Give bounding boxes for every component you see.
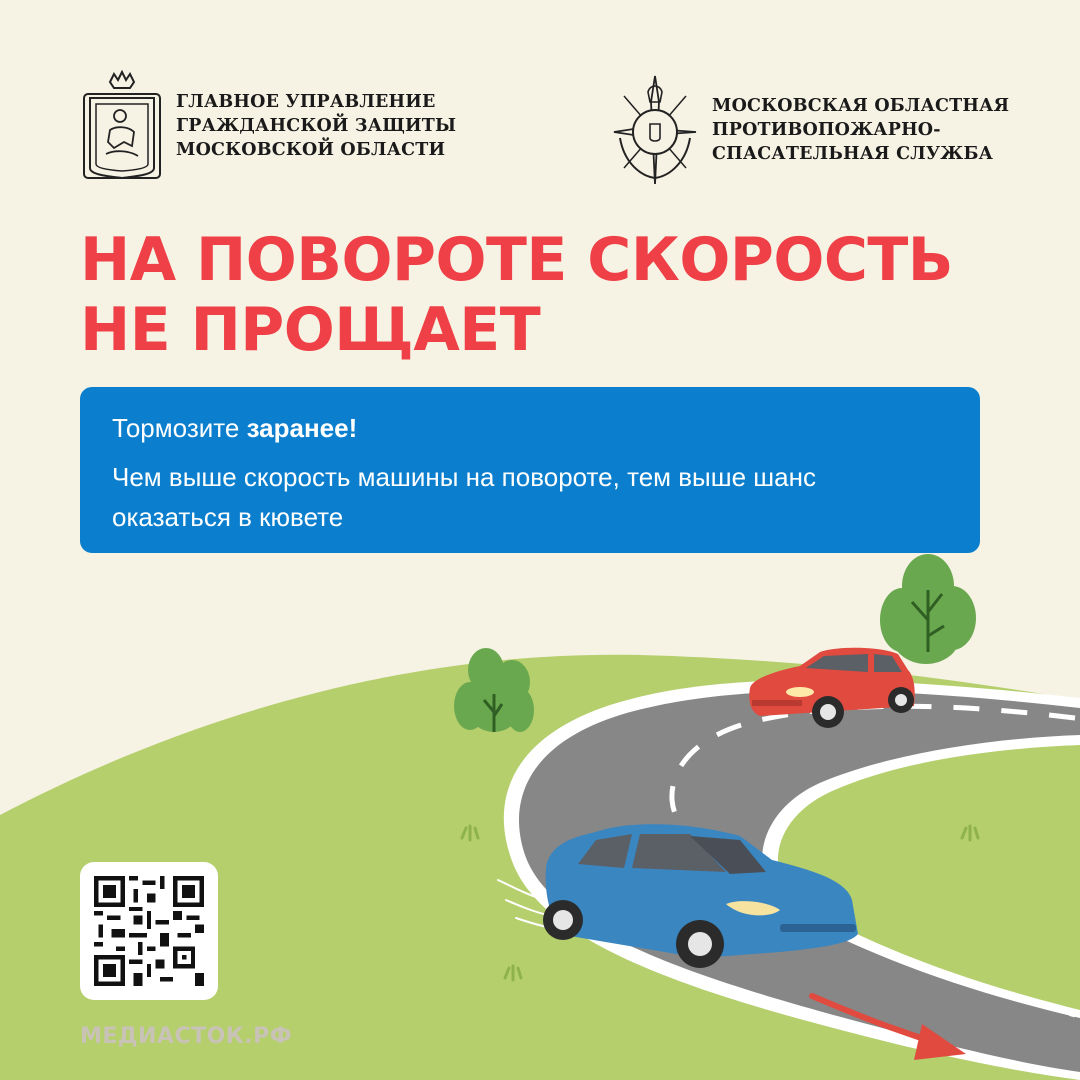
headline-line-1: НА ПОВОРОТЕ СКОРОСТЬ <box>80 225 954 295</box>
advice-lead-text: Тормозите <box>112 413 247 443</box>
org-name-line: ПРОТИВОПОЖАРНО- <box>712 120 941 140</box>
advice-box <box>80 387 980 553</box>
advice-lead <box>112 409 948 447</box>
fire-rescue-service-emblem-icon <box>610 72 700 188</box>
tree-right <box>880 554 976 664</box>
org-name-fire-rescue <box>712 94 1009 166</box>
org-name-line: МОСКОВСКОЙ ОБЛАСТИ <box>176 140 446 160</box>
website-link[interactable]: МЕДИАСТОК.РФ <box>80 1024 293 1049</box>
moscow-oblast-coat-of-arms-icon <box>80 68 164 184</box>
advice-body: Чем выше скорость машины на повороте, тем выше шанс оказаться в кювете <box>112 462 816 532</box>
org-logo-fire-rescue <box>610 72 1009 188</box>
org-name-civil-defense <box>176 90 456 162</box>
headline-line-2: НЕ ПРОЩАЕТ <box>80 295 541 365</box>
headline <box>80 225 953 365</box>
org-name-line: МОСКОВСКАЯ ОБЛАСТНАЯ <box>712 96 1010 116</box>
advice-lead-emphasis: заранее! <box>246 413 358 443</box>
org-name-line: СПАСАТЕЛЬНАЯ СЛУЖБА <box>712 144 994 164</box>
qr-code-icon <box>94 876 204 986</box>
qr-code-card[interactable] <box>80 862 218 1000</box>
org-logo-civil-defense <box>80 68 456 184</box>
org-name-line: ГЛАВНОЕ УПРАВЛЕНИЕ <box>176 92 436 112</box>
org-name-line: ГРАЖДАНСКОЙ ЗАЩИТЫ <box>176 116 457 136</box>
